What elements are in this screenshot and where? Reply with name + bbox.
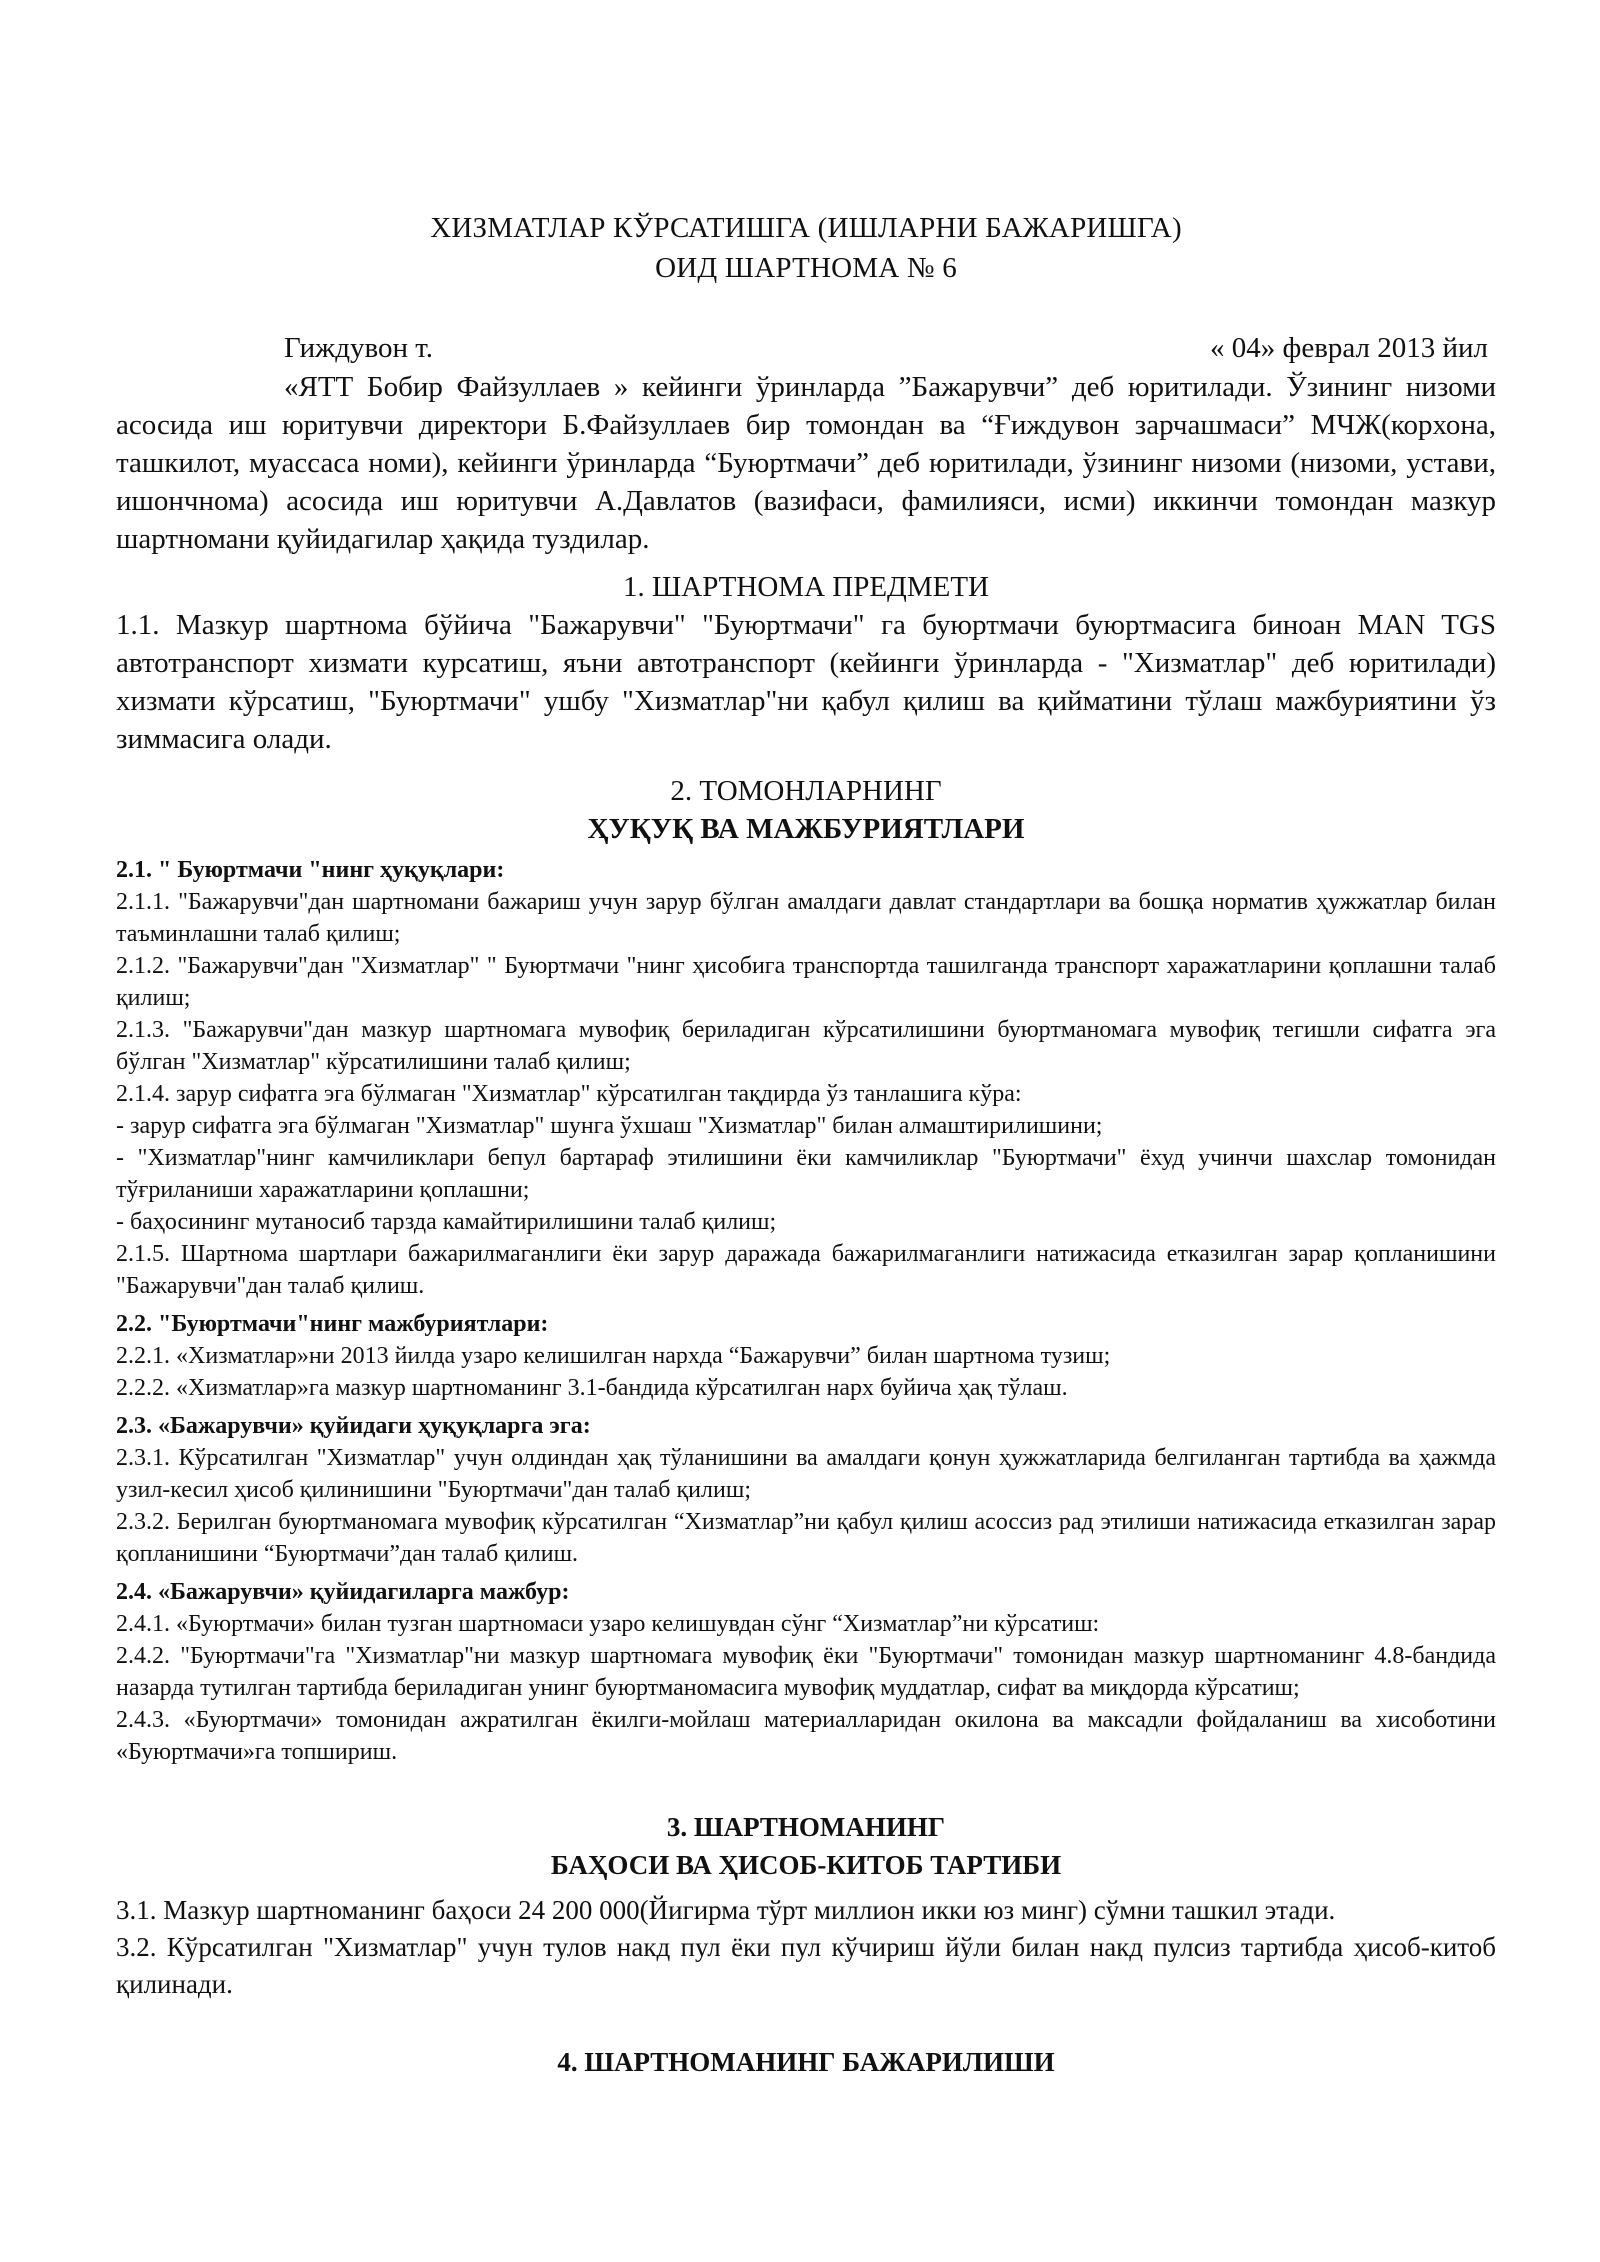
clause-2-2-1: 2.2.1. «Хизматлар»ни 2013 йилда узаро келишилган нархда “Бажарувчи” билан шартнома тузиш;: [116, 1343, 1111, 1369]
clause-3-1: 3.1. Мазкур шартноманинг баҳоси 24 200 000(Йигирма тўрт миллион икки юз минг) сўмни ташкил этади.: [116, 1895, 1336, 1925]
clause-heading-2-2: 2.2. "Буюртмачи"нинг мажбуриятлари:: [116, 1311, 549, 1337]
clause-2-1-5: 2.1.5. Шартнома шартлари бажарилмаганлиги ёки зарур даражада бажарилмаганлиги натижасида етказилган зарар қопланишини "Бажарувчи"дан талаб қилиш.: [116, 1241, 1496, 1299]
section-2-title: [116, 772, 1496, 848]
section-4-title: 4. ШАРТНОМАНИНГ БАЖАРИЛИШИ: [557, 2047, 1055, 2077]
clause-3-2: 3.2. Кўрсатилган "Хизматлар" учун тулов накд пул ёки пул кўчириш йўли билан накд пулсиз тартибда ҳисоб-китоб қилинади.: [116, 1932, 1496, 1999]
clause-2-1-4-a: - зарур сифатга эга бўлмаган "Хизматлар" шунга ўхшаш "Хизматлар" билан алмаштирилишини;: [116, 1113, 1103, 1139]
clause-2-1-4-b: - "Хизматлар"нинг камчиликлари бепул бартараф этилишини ёки камчиликлар "Буюртмачи" ёхуд учинчи шахслар томонидан тўғриланиши харажатларини қоплашни;: [116, 1145, 1496, 1203]
clause-2-1-2: 2.1.2. "Бажарувчи"дан "Хизматлар" " Буюртмачи "нинг ҳисобига транспортда ташилганда транспорт харажатларини қоплашни талаб қилиш;: [116, 953, 1496, 1011]
clause-2-1-3: 2.1.3. "Бажарувчи"дан мазкур шартномага мувофиқ бериладиган кўрсатилишини буюртманомага мувофиқ тегишли сифатга эга бўлган "Хизматлар" кўрсатилишини талаб қилиш;: [116, 1017, 1496, 1075]
clause-2-4-2: 2.4.2. "Буюртмачи"га "Хизматлар"ни мазкур шартномага мувофиқ ёки "Буюртмачи" томонидан мазкур шартноманинг 4.8-бандида назарда тутилган тартибда бериладиган унинг буюртманомасига мувофиқ муддатлар, сифат ва миқдорда кўрсатиш;: [116, 1643, 1496, 1701]
clause-heading-2-4: 2.4. «Бажарувчи» қуйидагиларга мажбур:: [116, 1579, 570, 1605]
clause-2-3-1: 2.3.1. Кўрсатилган "Хизматлар" учун олдиндан ҳақ тўланишини ва амалдаги қонун ҳужжатларида белгиланган тартибда ва ҳажмда узил-кесил ҳисоб қилинишини "Буюртмачи"дан талаб қилиш;: [116, 1445, 1496, 1503]
clause-2-3-2: 2.3.2. Берилган буюртманомага мувофиқ кўрсатилган “Хизматлар”ни қабул қилиш асоссиз рад этилиши натижасида етказилган зарар қопланишини “Буюртмачи”дан талаб қилиш.: [116, 1509, 1496, 1567]
clause-1-1: 1.1. Мазкур шартнома бўйича "Бажарувчи" "Буюртмачи" га буюртмачи буюртмасига биноан MAN TGS автотранспорт хизмати курсатиш, яъни автотранспорт (кейинги ўринларда - "Хизматлар" деб юритилади) хизмати кўрсатиш, "Буюртмачи" ушбу "Хизматлар"ни қабул қилиш ва қийматини тўлаш мажбуриятини ўз зиммасига олади.: [116, 609, 1496, 755]
clause-heading-2-3: 2.3. «Бажарувчи» қуйидаги ҳуқуқларга эга:: [116, 1413, 591, 1439]
section-2-title-line-1: 2. ТОМОНЛАРНИНГ: [670, 775, 942, 807]
section-3-body: [116, 1892, 1496, 2003]
clause-2-1-4-c: - баҳосининг мутаносиб тарзда камайтирилишини талаб қилиш;: [116, 1209, 777, 1235]
intro-paragraph: «ЯТТ Бобир Файзуллаев » кейинги ўринларда ”Бажарувчи” деб юритилади. Ўзининг низоми асосида иш юритувчи директори Б.Файзуллаев бир томондан ва “Ғиждувон зарчашмаси” МЧЖ(корхона, ташкилот, муассаса номи), кейинги ўринларда “Буюртмачи” деб юритилади, ўзининг низоми (низоми, устави, ишончнома) асосида иш юритувчи А.Давлатов (вазифаси, фамилияси, исми) иккинчи томондан мазкур шартномани қуйидагилар ҳақида туздилар.: [116, 371, 1496, 555]
title-line-2: ОИД ШАРТНОМА № 6: [655, 252, 957, 284]
clause-2-1-1: 2.1.1. "Бажарувчи"дан шартномани бажариш учун зарур бўлган амалдаги давлат стандартлари ва бошқа норматив ҳужжатлар билан таъминлашни талаб қилиш;: [116, 889, 1496, 947]
section-2-title-line-2: ҲУҚУҚ ВА МАЖБУРИЯТЛАРИ: [587, 813, 1025, 845]
section-3-title: [116, 1808, 1496, 1884]
date: « 04» феврал 2013 йил: [1210, 332, 1488, 364]
document-title: [116, 208, 1496, 288]
clause-2-2-2: 2.2.2. «Хизматлар»га мазкур шартноманинг 3.1-бандида кўрсатилган нарх буйича ҳақ тўлаш.: [116, 1375, 1068, 1401]
clause-2-4-3: 2.4.3. «Буюртмачи» томонидан ажратилган ёкилги-мойлаш материалларидан окилона ва максадли фойдаланиш ва хисоботини «Буюртмачи»га топшириш.: [116, 1707, 1496, 1765]
section-2-body: [116, 854, 1496, 1768]
clause-heading-2-1: 2.1. " Буюртмачи "нинг ҳуқуқлари:: [116, 857, 505, 883]
place: Гиждувон т.: [284, 332, 433, 364]
contract-page: [116, 208, 1496, 2081]
place-date-row: [116, 328, 1496, 368]
title-line-1: ХИЗМАТЛАР КЎРСАТИШГА (ИШЛАРНИ БАЖАРИШГА): [430, 212, 1182, 244]
section-1-title: 1. ШАРТНОМА ПРЕДМЕТИ: [623, 571, 989, 603]
clause-2-4-1: 2.4.1. «Буюртмачи» билан тузган шартномаси узаро келишувдан сўнг “Хизматлар”ни кўрсатиш:: [116, 1611, 1100, 1637]
section-3-title-line-2: БАҲОСИ ВА ҲИСОБ-КИТОБ ТАРТИБИ: [550, 1850, 1062, 1880]
clause-2-1-4: 2.1.4. зарур сифатга эга бўлмаган "Хизматлар" кўрсатилган тақдирда ўз танлашига кўра:: [116, 1081, 1022, 1107]
section-3-title-line-1: 3. ШАРТНОМАНИНГ: [666, 1812, 946, 1842]
